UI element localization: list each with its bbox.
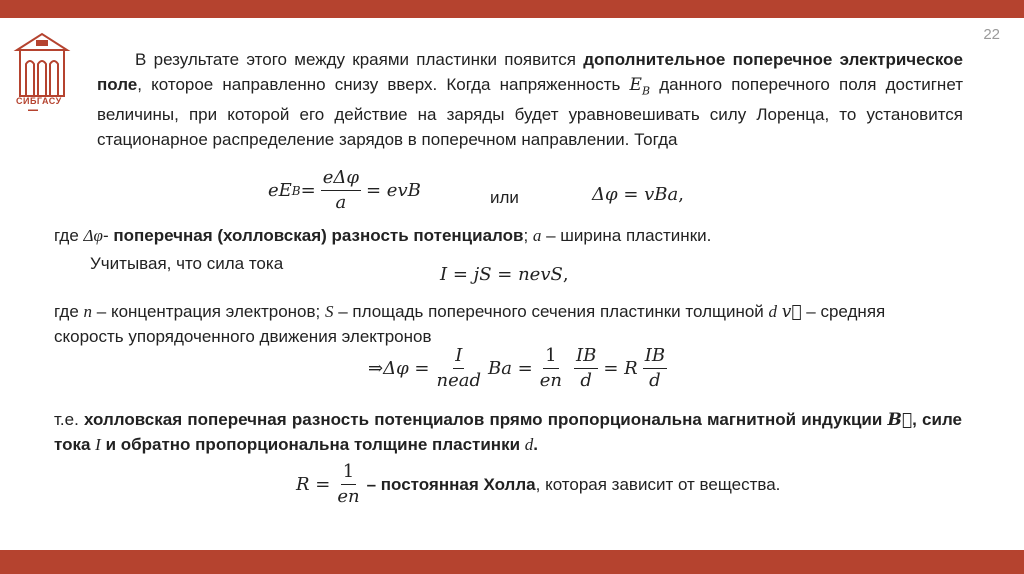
fraction: $\frac{1}{en}$	[539, 345, 563, 391]
hall-constant-text: – постоянная Холла, которая зависит от вещества.	[366, 474, 781, 494]
fraction: $\frac{IB}{d}$	[644, 345, 666, 391]
formula-potential-difference: Δφ = vBa ,	[592, 184, 684, 205]
top-bar	[0, 0, 1024, 18]
current-intro: Учитывая, что сила тока	[90, 254, 284, 273]
logo-subtext: ▬▬	[28, 107, 38, 113]
formula-current: I = jS = nevS ,	[440, 264, 569, 285]
conclusion-paragraph: т.е. холловская поперечная разность потенциалов прямо пропорциональна магнитной индукции B⃗, силе тока I и обратно пропорциональна толщине пластинки d.	[54, 410, 962, 454]
formula-hall-balance: eE B = $\frac{\text{eΔφ}}{a}$ = evB	[268, 167, 421, 213]
logo-text: СИБГАСУ	[16, 96, 62, 106]
fraction: $\frac{IB}{d}$	[576, 345, 597, 391]
fraction: $\frac{\text{eΔφ}}{a}$	[322, 167, 359, 213]
variables-paragraph: где n – концентрация электронов; S – площадь поперечного сечения пластинки толщиной d v⃗ – средняя скорость упорядоченного движения электронов	[54, 302, 886, 346]
fraction: $\frac{I}{\text{nead}}$	[436, 345, 481, 391]
or-word: или	[490, 188, 519, 207]
formula-hall-constant: R = $\frac{1}{en}$ – постоянная Холла, которая зависит от вещества.	[296, 461, 781, 507]
bottom-bar	[0, 550, 1024, 574]
intro-paragraph: В результате этого между краями пластинки появится дополнительное поперечное электрическое поле, которое направленно снизу вверх. Когда напряженность $E_B$ данного поперечного поля достигнет величины, при которой его действие на заряды будет уравновешивать силу Лоренца, то установится стационарное распределение зарядов в поперечном направлении. Тогда	[97, 50, 963, 149]
hall-definition-line: где Δφ- поперечная (холловская) разность потенциалов; a – ширина пластинки.	[54, 226, 712, 245]
page-number: 22	[983, 26, 1000, 43]
fraction: $\frac{1}{en}$	[337, 461, 360, 507]
formula-hall-voltage: ⇒ Δφ = $\frac{I}{\text{nead}}$ Ba = $\frac{1}{en}$ $\frac{IB}{d}$ = R $\frac{IB}{d}$	[368, 345, 666, 391]
